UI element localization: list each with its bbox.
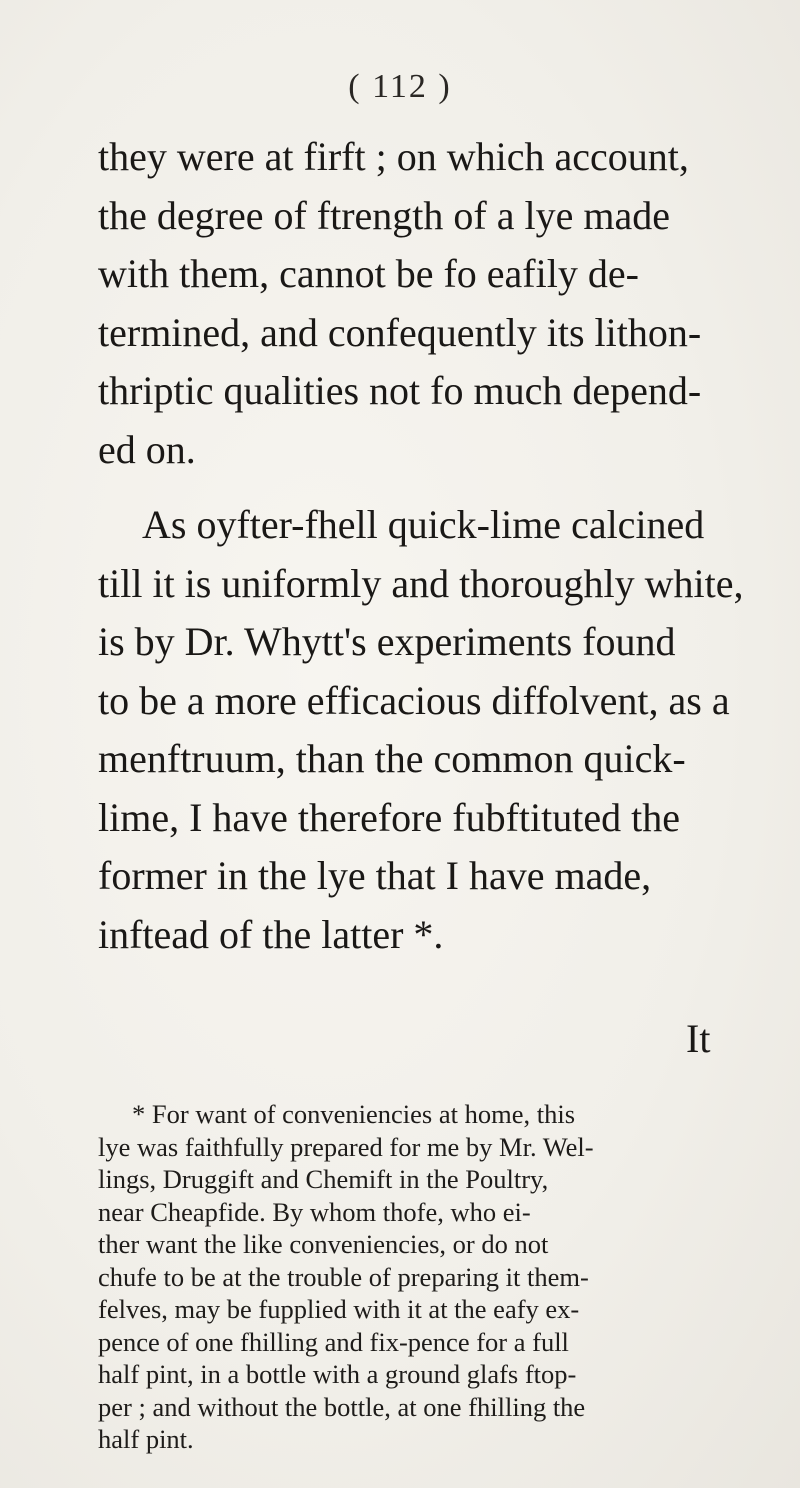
footnote-line: half pint. [98, 1424, 194, 1454]
text-line: As oyfter-fhell quick-lime calcined [142, 502, 705, 547]
paragraph-2 [98, 496, 744, 964]
page-number: ( 112 ) [348, 68, 452, 105]
footnote-line: half pint, in a bottle with a ground glafs ftop- [98, 1359, 577, 1389]
footnote-line: near Cheapfide. By whom thofe, who ei- [98, 1196, 531, 1227]
footnote-line: lye was faithfully prepared for me by Mr. Wel- [98, 1131, 594, 1162]
text-line: former in the lye that I have made, [98, 853, 652, 898]
text-line: they were at firft ; on which account, [98, 134, 689, 179]
text-line: is by Dr. Whytt's experiments found [98, 619, 676, 664]
footnote [98, 1098, 758, 1456]
text-line: thriptic qualities not fo much depend- [98, 368, 702, 413]
text-line: inftead of the latter *. [98, 911, 444, 957]
footnote-line: lings, Druggift and Chemift in the Poultry, [98, 1164, 549, 1194]
footnote-line: per ; and without the bottle, at one fhilling the [98, 1391, 586, 1422]
footnote-line: * For want of conveniencies at home, this [132, 1099, 576, 1129]
footnote-line: pence of one fhilling and fix-pence for a full [98, 1326, 569, 1357]
text-line: lime, I have therefore fubftituted the [98, 794, 680, 840]
footnote-line: chufe to be at the trouble of preparing it them- [98, 1261, 589, 1292]
text-line: the degree of ftrength of a lye made [98, 192, 670, 238]
text-line: ed on. [98, 426, 196, 472]
text-line: termined, and confequently its lithon- [98, 309, 702, 355]
footnote-line: ther want the like conveniencies, or do not [98, 1229, 549, 1259]
text-line: with them, cannot be fo eafily de- [98, 251, 639, 296]
paragraph-1 [98, 128, 738, 479]
footnote-line: felves, may be fupplied with it at the eafy ex- [98, 1294, 580, 1324]
text-line: menftruum, than the common quick- [98, 736, 686, 781]
text-line: till it is uniformly and thoroughly white, [98, 560, 744, 606]
text-line: to be a more efficacious diffolvent, as a [98, 677, 730, 723]
catchword: It [686, 1016, 711, 1061]
